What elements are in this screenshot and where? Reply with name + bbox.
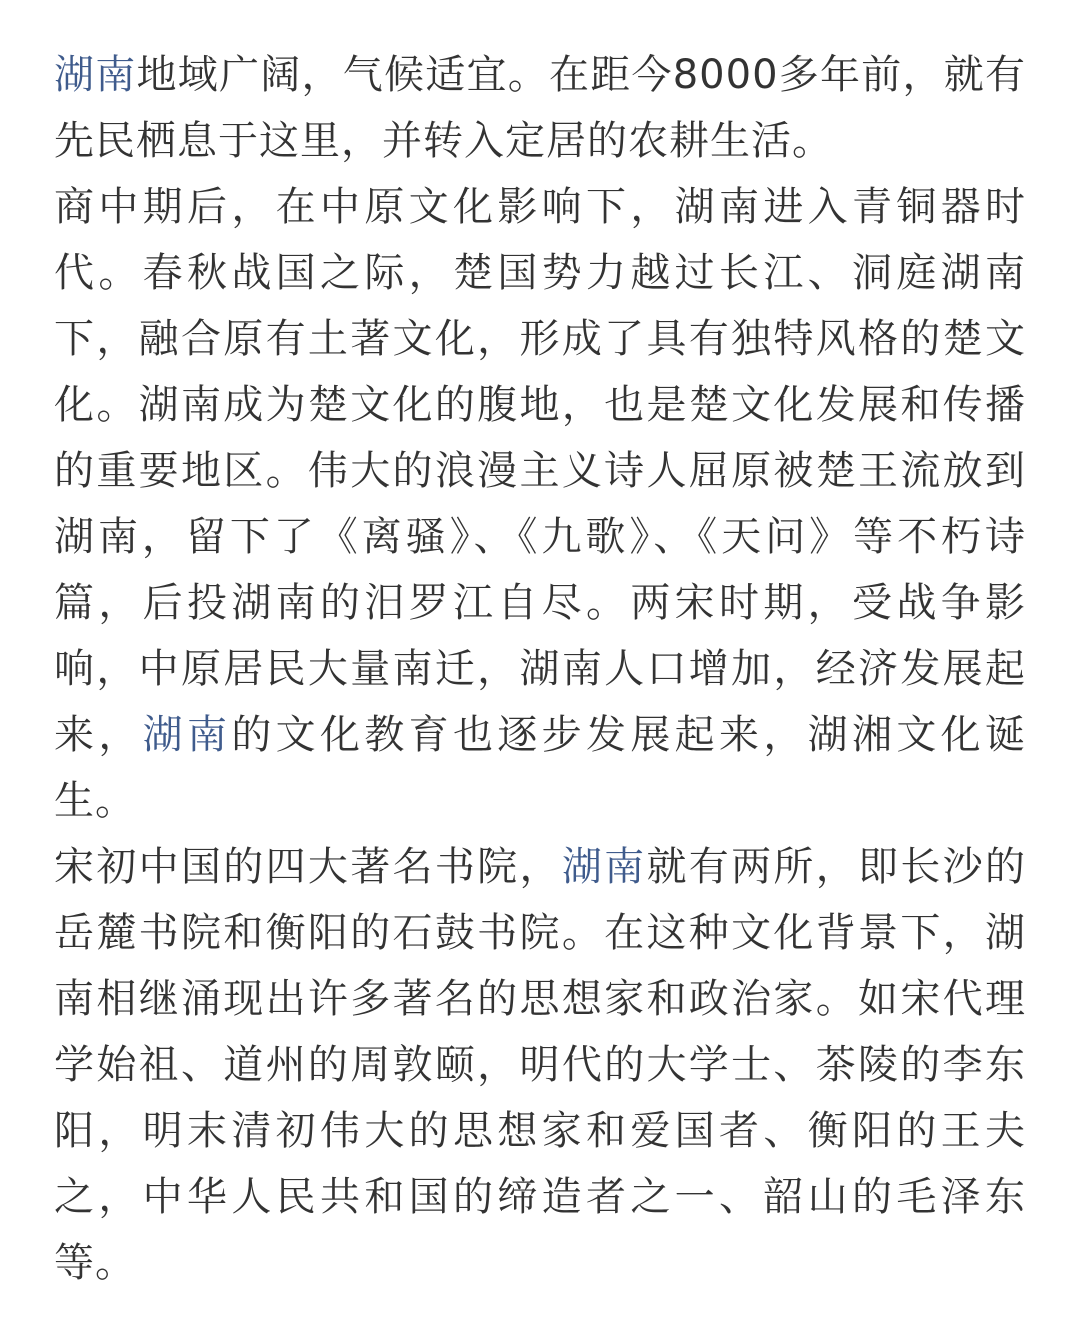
paragraph-intro: [54, 42, 1026, 174]
keyword-link-hunan[interactable]: 湖南: [142, 712, 232, 758]
paragraph-text: 商中期后，在中原文化影响下，湖南进入青铜器时代。春秋战国之际，楚国势力越过长江、洞庭湖南下，融合原有土著文化，形成了具有独特风格的楚文化。湖南成为楚文化的腹地，也是楚文化发展和传播的重要地区。伟大的浪漫主义诗人屈原被楚王流放到湖南，留下了《离骚》、《九歌》、《天问》等不朽诗篇，后投湖南的汨罗江自尽。两宋时期，受战争影响，中原居民大量南迁，湖南人口增加，经济发展起来，: [54, 184, 1026, 758]
paragraph-academies: [54, 834, 1026, 1296]
paragraph-text: 就有两所，即长沙的岳麓书院和衡阳的石鼓书院。在这种文化背景下，湖南相继涌现出许多著名的思想家和政治家。如宋代理学始祖、道州的周敦颐，明代的大学士、茶陵的李东阳，明末清初伟大的思想家和爱国者、衡阳的王夫之，中华人民共和国的缔造者之一、韶山的毛泽东等。: [54, 844, 1027, 1286]
article-body: [54, 42, 1026, 1296]
paragraph-text: 的文化教育也逐步发展起来，湖湘文化诞生。: [54, 712, 1027, 824]
paragraph-text: 地域广阔，气候适宜。在距今8000多年前，就有先民栖息于这里，并转入定居的农耕生活。: [54, 52, 1027, 164]
keyword-link-hunan[interactable]: 湖南: [561, 844, 647, 890]
paragraph-history: [54, 174, 1026, 834]
keyword-link-hunan[interactable]: 湖南: [54, 52, 137, 98]
paragraph-text: 宋初中国的四大著名书院，: [54, 844, 562, 890]
